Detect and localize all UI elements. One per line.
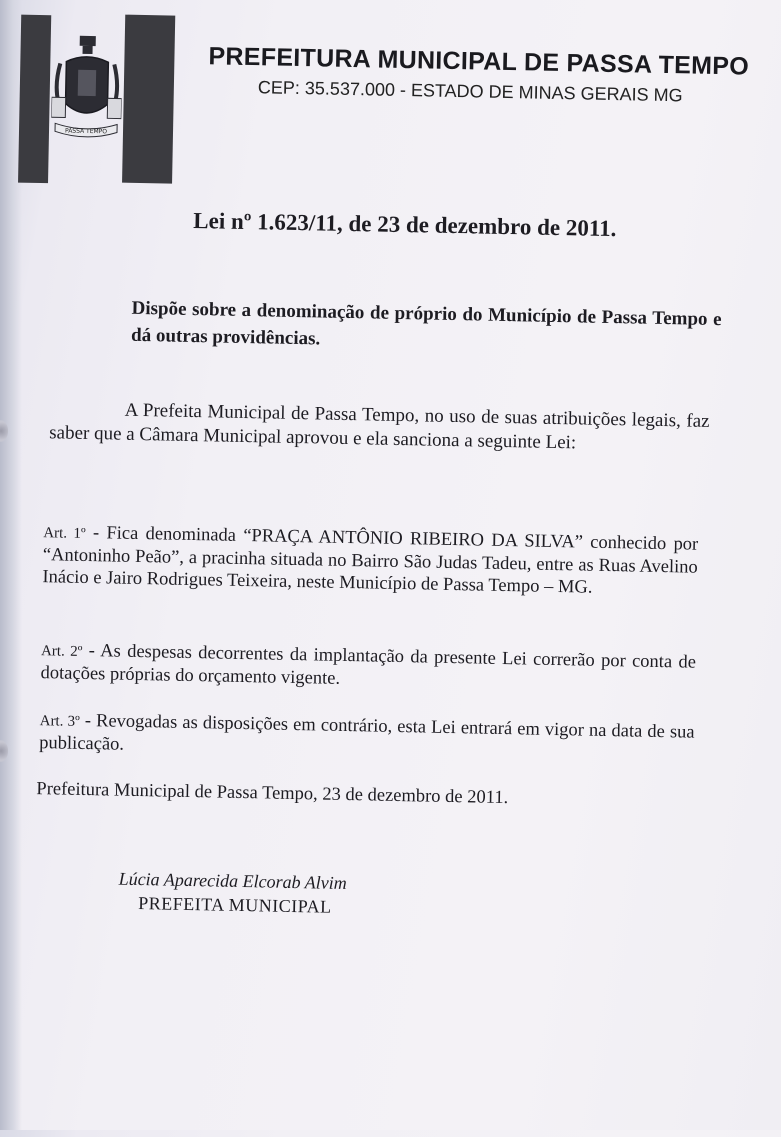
law-ementa: Dispõe sobre a denominação de próprio do Município de Passa Tempo e dá outras providências. — [130, 297, 722, 350]
article-number: Art. 1º — [43, 525, 86, 542]
letterhead-subtitle: CEP: 35.537.000 - ESTADO DE MINAS GERAIS MG — [257, 77, 683, 106]
article-2 — [40, 639, 696, 697]
article-1 — [42, 521, 698, 601]
closing-line: Prefeitura Municipal de Passa Tempo, 23 de dezembro de 2011. — [36, 779, 509, 809]
signer-name: Lúcia Aparecida Elcorab Alvim — [118, 868, 347, 894]
letterhead-bar-left — [18, 15, 51, 184]
letterhead-bar-right — [122, 15, 175, 184]
article-number: Art. 2º — [40, 643, 83, 660]
article-text: - Fica denominada “PRAÇA ANTÔNIO RIBEIRO DA SILVA” conhecido por “Antoninho Peão”, a pracinha situada no Bairro São Judas Tadeu, entre as Ruas Avelino Inácio e Jairo Rodrigues Teixeira, neste Município de Passa Tempo – MG. — [42, 523, 699, 598]
crest-label: PASSA TEMPO — [64, 127, 108, 136]
article-text: - Revogadas as disposições em contrário, esta Lei entrará em vigor na data de sua publicação. — [39, 710, 695, 755]
article-text: - As despesas decorrentes da implantação da presente Lei correrão por conta de dotações próprias do orçamento vigente. — [40, 641, 697, 689]
law-intro — [49, 397, 710, 458]
letterhead-title: PREFEITURA MUNICIPAL DE PASSA TEMPO — [208, 42, 750, 81]
coat-of-arms-icon — [51, 33, 123, 144]
law-title: Lei nº 1.623/11, de 23 de dezembro de 2011. — [193, 207, 617, 242]
article-3 — [39, 709, 695, 767]
signer-role: PREFEITA MUNICIPAL — [138, 893, 332, 917]
intro-text: A Prefeita Municipal de Passa Tempo, no uso de suas atribuições legais, faz saber que a Câmara Municipal aprovou e ela sanciona a seguinte Lei: — [49, 399, 710, 454]
article-number: Art. 3º — [39, 713, 80, 730]
